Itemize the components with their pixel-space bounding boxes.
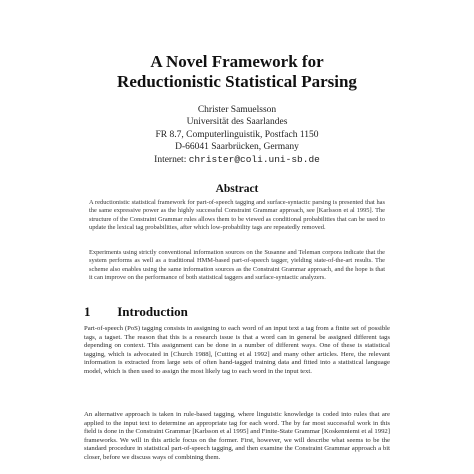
paper-title-line2: Reductionistic Statistical Parsing [117,72,357,91]
paper-title-line1: A Novel Framework for [150,52,324,71]
affiliation-line3: D-66041 Saarbrücken, Germany [175,142,299,153]
internet-label: Internet: [154,154,187,165]
body-paragraph-2: An alternative approach is taken in rule-based tagging, where linguistic knowledge is coded into rules that are applied to the input text to determine an appropriate tag for each word. The by far most successful work in this field is done in the Constraint Grammar [Karlsson et al 1995] and Finite-State Grammar [Koskenniemi et al 1992] frameworks. We will in this article focus on the former. First, however, we will describe what seems to be the standard procedure in statistical part-of-speech tagging, and then examine the Constraint Grammar approach a bit closer, before we discuss ways of combining them. [84,411,390,461]
affiliation-line2: FR 8.7, Computerlinguistik, Postfach 1150 [155,129,319,140]
section-title: Introduction [117,304,188,319]
section-heading [84,304,188,320]
abstract-paragraph-1: A reductionistic statistical framework for part-of-speech tagging and surface-syntactic parsing is presented that has the same expressive power as the highly successful Constraint Grammar approach, see [Karlsson et al 1995]. The structure of the Constraint Grammar rules allows them to be viewed as conditional probabilities that can be used to update the lexical tag probabilities, after which low-probability tags are repeatedly removed. [89,199,385,231]
section-number: 1 [84,304,91,319]
contact-line [0,154,474,166]
author-name: Christer Samuelsson [197,105,277,115]
abstract-paragraph-2: Experiments using strictly conventional information sources on the Susanne and Teleman corpora indicate that the system performs as well as a traditional HMM-based part-of-speech tagger, yielding state-of-the-art results. The scheme also enables using the same information sources as the Constraint Grammar approach, and the hope is that it can improve on the performance of both statistical taggers and surface-syntactic analyzers. [89,249,385,281]
author-block [0,104,474,166]
abstract-heading: Abstract [215,183,259,195]
body-paragraph-1: Part-of-speech (PoS) tagging consists in assigning to each word of an input text a tag from a finite set of possible tags, a tagset. The reason that this is a research issue is that a word can in general be assigned different tags depending on context. This assignment can be done in a number of different ways. One of these is statistical tagging, which is advocated in [Church 1988], [Cutting et al 1992] and many other articles. Here, the relevant information is extracted from large sets of often hand-tagged training data and fitted into a statistical language model, which is then used to assign the most likely tag to each word in the input text. [84,325,390,375]
author-email: christer@coli.uni-sb.de [188,153,320,165]
affiliation-line1: Universität des Saarlandes [186,117,288,128]
